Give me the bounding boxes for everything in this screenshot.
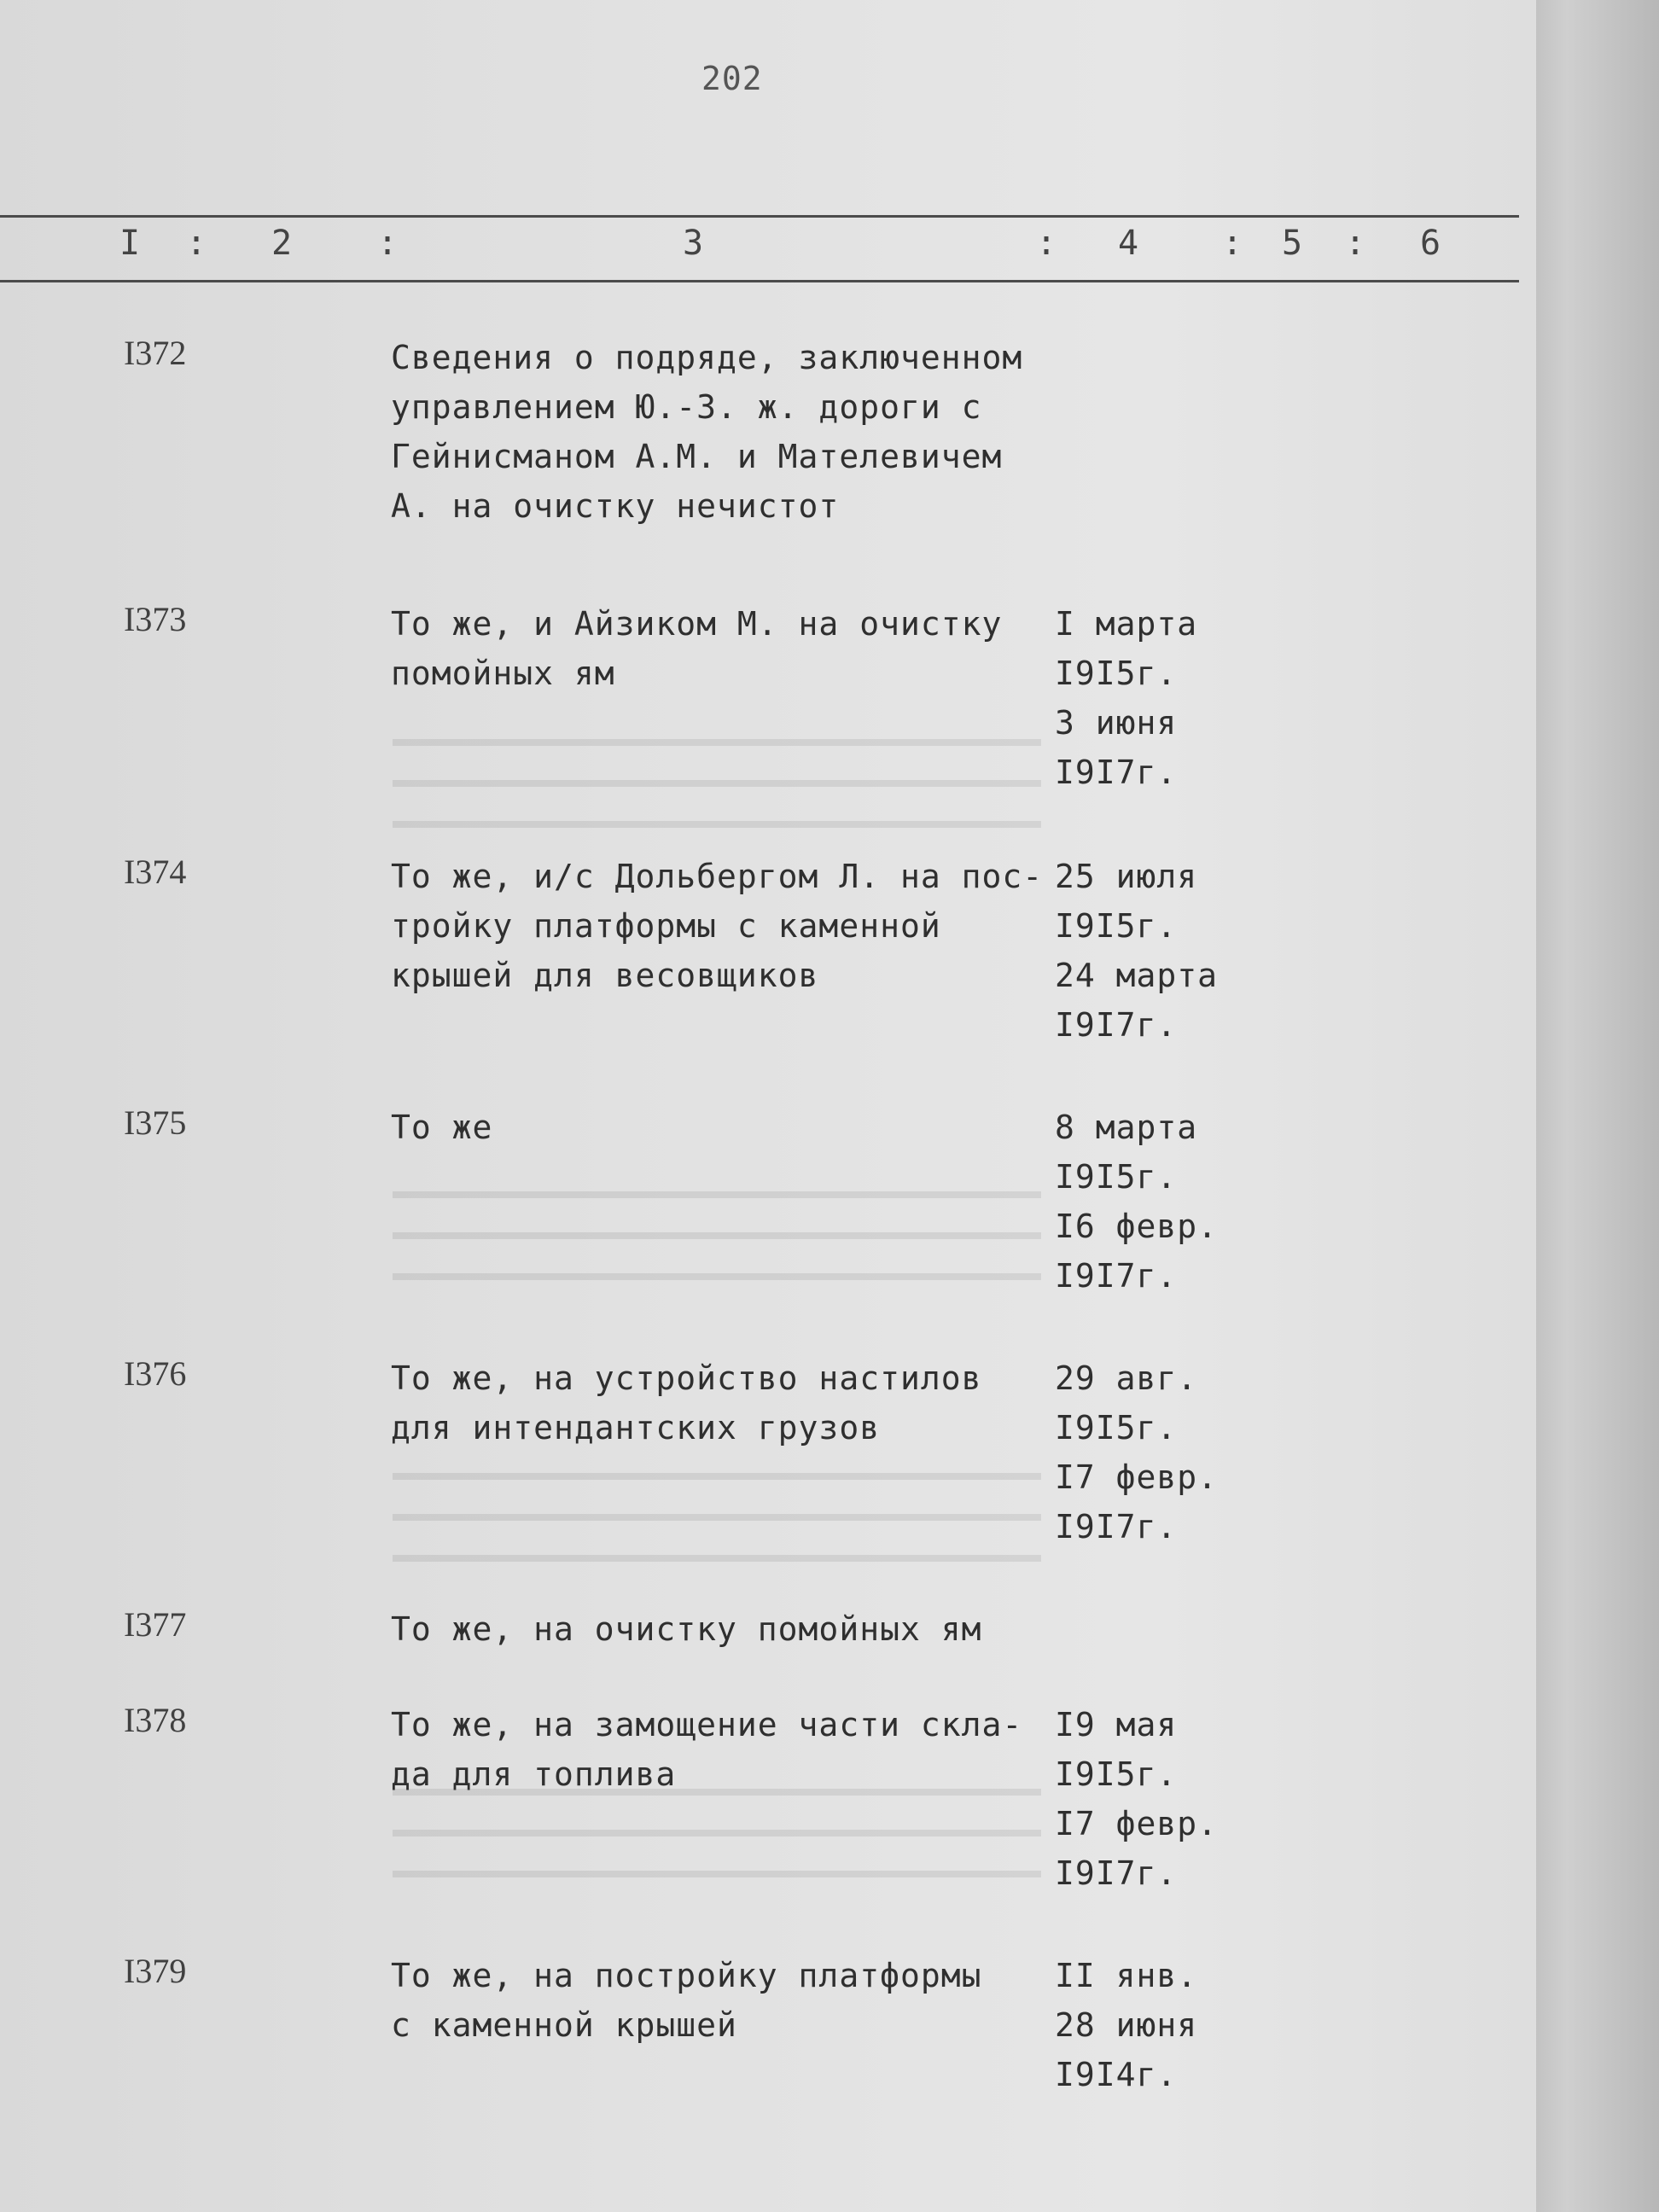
row-dates xyxy=(1055,1700,1260,1898)
header-rule-bottom xyxy=(0,280,1519,282)
column-separator: : xyxy=(377,224,399,263)
row-title: То же, и/с Дольбергом Л. на пос- тройку платформы с каменной крышей для весовщиков xyxy=(391,858,1044,994)
row-title: Сведения о подряде, заключенном управлением Ю.-З. ж. дороги с Гейнисманом А.М. и Мателевичем А. на очистку нечистот xyxy=(391,339,1023,525)
header-rule-top xyxy=(0,215,1519,218)
date-line: I7 февр. xyxy=(1055,1458,1219,1496)
date-line: I9I4г. xyxy=(1055,2056,1178,2093)
date-line: I9 мая xyxy=(1055,1706,1178,1743)
row-title: То же, и Айзиком М. на очистку помойных ям xyxy=(391,605,1003,692)
date-line: I9I7г. xyxy=(1055,1006,1178,1044)
row-number: I373 xyxy=(124,600,187,638)
row-dates xyxy=(1055,1103,1260,1301)
date-line: I9I7г. xyxy=(1055,754,1178,791)
bleed-through-text xyxy=(393,1161,1041,1314)
column-header-5: 5 xyxy=(1282,224,1303,263)
row-number: I378 xyxy=(124,1701,187,1739)
date-line: I9I5г. xyxy=(1055,1409,1178,1447)
date-line: I9I7г. xyxy=(1055,1854,1178,1892)
column-separator: : xyxy=(1222,224,1243,263)
row-number: I377 xyxy=(124,1605,187,1644)
date-line: I6 февр. xyxy=(1055,1208,1219,1245)
date-line: I9I5г. xyxy=(1055,1158,1178,1196)
date-line: 8 марта xyxy=(1055,1109,1198,1146)
row-dates xyxy=(1055,1353,1260,1551)
column-header-6: 6 xyxy=(1420,224,1441,263)
bleed-through-text xyxy=(393,1442,1041,1596)
bleed-through-text xyxy=(393,708,1041,862)
column-header-4: 4 xyxy=(1118,224,1139,263)
row-title: То же xyxy=(391,1109,493,1146)
date-line: I9I5г. xyxy=(1055,655,1178,692)
page-number: 202 xyxy=(701,60,763,97)
row-dates xyxy=(1055,1951,1260,2099)
date-line: I марта xyxy=(1055,605,1198,643)
date-line: 24 марта xyxy=(1055,957,1219,994)
date-line: I9I7г. xyxy=(1055,1508,1178,1545)
date-line: I9I5г. xyxy=(1055,1755,1178,1793)
date-line: 25 июля xyxy=(1055,858,1198,895)
column-separator: : xyxy=(1345,224,1366,263)
row-title: То же, на очистку помойных ям xyxy=(391,1610,982,1648)
date-line: I7 февр. xyxy=(1055,1805,1219,1842)
row-title: То же, на устройство настилов для интендантских грузов xyxy=(391,1359,982,1447)
underlying-page xyxy=(1528,0,1659,2212)
column-header-2: 2 xyxy=(271,224,293,263)
row-dates xyxy=(1055,599,1260,797)
date-line: 29 авг. xyxy=(1055,1359,1198,1397)
column-separator: : xyxy=(1036,224,1057,263)
column-header-1: I xyxy=(119,224,141,263)
row-number: I372 xyxy=(124,334,187,372)
row-title: То же, на постройку платформы с каменной крышей xyxy=(391,1957,982,2044)
date-line: 3 июня xyxy=(1055,704,1178,742)
column-header-3: 3 xyxy=(683,224,704,263)
row-number: I379 xyxy=(124,1952,187,1990)
row-number: I374 xyxy=(124,853,187,891)
date-line: II янв. xyxy=(1055,1957,1198,1994)
row-number: I376 xyxy=(124,1354,187,1393)
date-line: I9I5г. xyxy=(1055,907,1178,945)
column-separator: : xyxy=(186,224,207,263)
row-number: I375 xyxy=(124,1103,187,1142)
date-line: I9I7г. xyxy=(1055,1257,1178,1295)
row-dates xyxy=(1055,852,1260,1050)
date-line: 28 июня xyxy=(1055,2006,1198,2044)
row-title: То же, на замощение части скла- да для топлива xyxy=(391,1706,1023,1793)
